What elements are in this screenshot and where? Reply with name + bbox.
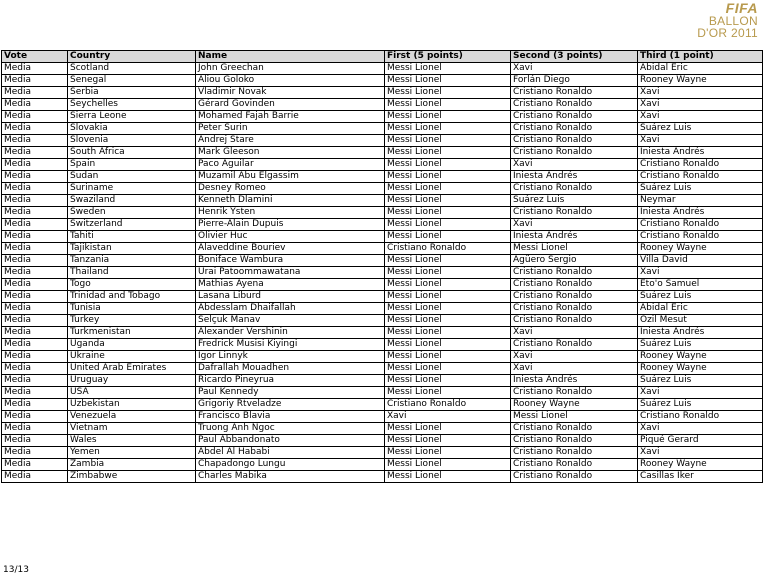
- col-header-third: Third (1 point): [638, 51, 763, 63]
- cell-name: Lasana Liburd: [196, 291, 385, 303]
- cell-third: Xavi: [638, 267, 763, 279]
- cell-vote: Media: [2, 195, 68, 207]
- cell-name: Desney Romeo: [196, 183, 385, 195]
- cell-first: Messi Lionel: [385, 459, 511, 471]
- cell-name: Pierre-Alain Dupuis: [196, 219, 385, 231]
- cell-first: Xavi: [385, 411, 511, 423]
- cell-country: Zambia: [68, 459, 196, 471]
- cell-second: Iniesta Andrés: [511, 171, 638, 183]
- cell-name: Grigoriy Rtveladze: [196, 399, 385, 411]
- cell-second: Cristiano Ronaldo: [511, 435, 638, 447]
- table-row: [2, 291, 763, 303]
- cell-second: Cristiano Ronaldo: [511, 459, 638, 471]
- cell-country: Suriname: [68, 183, 196, 195]
- cell-first: Messi Lionel: [385, 183, 511, 195]
- cell-first: Messi Lionel: [385, 447, 511, 459]
- cell-third: Özil Mesut: [638, 315, 763, 327]
- cell-vote: Media: [2, 111, 68, 123]
- cell-first: Messi Lionel: [385, 339, 511, 351]
- cell-vote: Media: [2, 135, 68, 147]
- cell-third: Rooney Wayne: [638, 243, 763, 255]
- table-row: [2, 171, 763, 183]
- cell-third: Eto'o Samuel: [638, 279, 763, 291]
- cell-second: Iniesta Andrés: [511, 375, 638, 387]
- cell-vote: Media: [2, 363, 68, 375]
- cell-name: Abdel Al Hababi: [196, 447, 385, 459]
- table-row: [2, 87, 763, 99]
- cell-third: Suárez Luis: [638, 339, 763, 351]
- cell-country: Wales: [68, 435, 196, 447]
- cell-first: Messi Lionel: [385, 195, 511, 207]
- cell-second: Cristiano Ronaldo: [511, 447, 638, 459]
- cell-name: Paul Abbandonato: [196, 435, 385, 447]
- col-header-country: Country: [68, 51, 196, 63]
- cell-third: Villa David: [638, 255, 763, 267]
- cell-second: Cristiano Ronaldo: [511, 339, 638, 351]
- cell-first: Messi Lionel: [385, 135, 511, 147]
- cell-vote: Media: [2, 147, 68, 159]
- cell-country: Senegal: [68, 75, 196, 87]
- table-row: [2, 399, 763, 411]
- cell-vote: Media: [2, 243, 68, 255]
- cell-first: Messi Lionel: [385, 63, 511, 75]
- cell-first: Messi Lionel: [385, 315, 511, 327]
- cell-name: Vladimir Novak: [196, 87, 385, 99]
- cell-vote: Media: [2, 351, 68, 363]
- cell-third: Cristiano Ronaldo: [638, 159, 763, 171]
- cell-vote: Media: [2, 339, 68, 351]
- cell-name: Chapadongo Lungu: [196, 459, 385, 471]
- cell-second: Cristiano Ronaldo: [511, 387, 638, 399]
- cell-third: Suárez Luis: [638, 183, 763, 195]
- cell-second: Xavi: [511, 363, 638, 375]
- cell-name: Igor Linnyk: [196, 351, 385, 363]
- table-row: [2, 159, 763, 171]
- cell-third: Xavi: [638, 423, 763, 435]
- cell-country: Slovakia: [68, 123, 196, 135]
- cell-name: Francisco Blavia: [196, 411, 385, 423]
- cell-first: Cristiano Ronaldo: [385, 399, 511, 411]
- cell-first: Messi Lionel: [385, 423, 511, 435]
- cell-first: Messi Lionel: [385, 87, 511, 99]
- table-row: [2, 327, 763, 339]
- cell-country: Venezuela: [68, 411, 196, 423]
- cell-third: Rooney Wayne: [638, 459, 763, 471]
- cell-third: Iniesta Andrés: [638, 327, 763, 339]
- table-row: [2, 375, 763, 387]
- cell-first: Messi Lionel: [385, 171, 511, 183]
- header-row: [2, 51, 763, 63]
- cell-country: Uganda: [68, 339, 196, 351]
- cell-vote: Media: [2, 375, 68, 387]
- cell-vote: Media: [2, 327, 68, 339]
- cell-second: Cristiano Ronaldo: [511, 99, 638, 111]
- table-row: [2, 219, 763, 231]
- cell-first: Messi Lionel: [385, 327, 511, 339]
- cell-country: Tahiti: [68, 231, 196, 243]
- cell-country: Serbia: [68, 87, 196, 99]
- table-row: [2, 255, 763, 267]
- cell-country: Tajikistan: [68, 243, 196, 255]
- cell-country: South Africa: [68, 147, 196, 159]
- cell-name: Alaveddine Bouriev: [196, 243, 385, 255]
- cell-third: Casillas Iker: [638, 471, 763, 483]
- table-row: [2, 195, 763, 207]
- cell-second: Forlán Diego: [511, 75, 638, 87]
- cell-country: Ukraine: [68, 351, 196, 363]
- cell-vote: Media: [2, 387, 68, 399]
- col-header-first: First (5 points): [385, 51, 511, 63]
- table-row: [2, 231, 763, 243]
- cell-second: Cristiano Ronaldo: [511, 291, 638, 303]
- cell-vote: Media: [2, 159, 68, 171]
- cell-country: Thailand: [68, 267, 196, 279]
- cell-first: Messi Lionel: [385, 435, 511, 447]
- cell-country: Tanzania: [68, 255, 196, 267]
- cell-name: Henrik Ysten: [196, 207, 385, 219]
- table-row: [2, 267, 763, 279]
- cell-third: Iniesta Andrés: [638, 147, 763, 159]
- cell-name: Mathias Ayena: [196, 279, 385, 291]
- cell-name: Andrej Stare: [196, 135, 385, 147]
- cell-second: Messi Lionel: [511, 243, 638, 255]
- cell-country: Vietnam: [68, 423, 196, 435]
- cell-third: Rooney Wayne: [638, 75, 763, 87]
- cell-first: Messi Lionel: [385, 363, 511, 375]
- cell-country: Zimbabwe: [68, 471, 196, 483]
- table-row: [2, 423, 763, 435]
- cell-first: Messi Lionel: [385, 255, 511, 267]
- cell-vote: Media: [2, 291, 68, 303]
- cell-name: Ricardo Pineyrua: [196, 375, 385, 387]
- cell-name: Mark Gleeson: [196, 147, 385, 159]
- cell-vote: Media: [2, 399, 68, 411]
- col-header-second: Second (3 points): [511, 51, 638, 63]
- cell-first: Messi Lionel: [385, 471, 511, 483]
- table-row: [2, 135, 763, 147]
- cell-name: Paco Aguilar: [196, 159, 385, 171]
- cell-name: Dafrallah Mouadhen: [196, 363, 385, 375]
- table-row: [2, 243, 763, 255]
- table-row: [2, 411, 763, 423]
- cell-name: Peter Surin: [196, 123, 385, 135]
- logo-dor-year-text: D'OR 2011: [697, 26, 758, 40]
- cell-first: Messi Lionel: [385, 159, 511, 171]
- cell-country: Swaziland: [68, 195, 196, 207]
- cell-second: Cristiano Ronaldo: [511, 123, 638, 135]
- table-row: [2, 279, 763, 291]
- cell-second: Xavi: [511, 159, 638, 171]
- cell-name: Fredrick Musisi Kiyingi: [196, 339, 385, 351]
- cell-vote: Media: [2, 231, 68, 243]
- cell-third: Xavi: [638, 387, 763, 399]
- cell-first: Messi Lionel: [385, 231, 511, 243]
- cell-vote: Media: [2, 411, 68, 423]
- table-row: [2, 387, 763, 399]
- cell-vote: Media: [2, 171, 68, 183]
- table-row: [2, 435, 763, 447]
- cell-vote: Media: [2, 255, 68, 267]
- table-row: [2, 339, 763, 351]
- cell-country: Sweden: [68, 207, 196, 219]
- cell-vote: Media: [2, 423, 68, 435]
- cell-first: Messi Lionel: [385, 279, 511, 291]
- cell-country: United Arab Emirates: [68, 363, 196, 375]
- cell-second: Xavi: [511, 219, 638, 231]
- cell-third: Cristiano Ronaldo: [638, 231, 763, 243]
- cell-first: Messi Lionel: [385, 207, 511, 219]
- cell-name: John Greechan: [196, 63, 385, 75]
- cell-vote: Media: [2, 447, 68, 459]
- cell-name: Abdesslam Dhaifallah: [196, 303, 385, 315]
- cell-third: Xavi: [638, 87, 763, 99]
- cell-first: Messi Lionel: [385, 375, 511, 387]
- cell-country: Sudan: [68, 171, 196, 183]
- cell-country: Uzbekistan: [68, 399, 196, 411]
- cell-country: Scotland: [68, 63, 196, 75]
- cell-third: Cristiano Ronaldo: [638, 411, 763, 423]
- cell-first: Messi Lionel: [385, 99, 511, 111]
- table-row: [2, 447, 763, 459]
- cell-second: Cristiano Ronaldo: [511, 147, 638, 159]
- cell-third: Piqué Gerard: [638, 435, 763, 447]
- cell-country: Slovenia: [68, 135, 196, 147]
- logo-ballon-text: BALLON: [708, 14, 758, 28]
- cell-third: Suárez Luis: [638, 291, 763, 303]
- cell-third: Abidal Éric: [638, 303, 763, 315]
- cell-second: Cristiano Ronaldo: [511, 423, 638, 435]
- page-number: 13/13: [3, 565, 29, 575]
- cell-name: Aliou Goloko: [196, 75, 385, 87]
- cell-name: Paul Kennedy: [196, 387, 385, 399]
- cell-vote: Media: [2, 219, 68, 231]
- cell-second: Xavi: [511, 327, 638, 339]
- cell-vote: Media: [2, 279, 68, 291]
- cell-third: Cristiano Ronaldo: [638, 219, 763, 231]
- cell-first: Messi Lionel: [385, 267, 511, 279]
- cell-country: Trinidad and Tobago: [68, 291, 196, 303]
- cell-third: Xavi: [638, 447, 763, 459]
- cell-first: Messi Lionel: [385, 219, 511, 231]
- table-row: [2, 459, 763, 471]
- logo-fifa-text: FIFA: [725, 0, 758, 16]
- cell-country: USA: [68, 387, 196, 399]
- cell-first: Cristiano Ronaldo: [385, 243, 511, 255]
- table-row: [2, 207, 763, 219]
- cell-first: Messi Lionel: [385, 351, 511, 363]
- cell-third: Iniesta Andrés: [638, 207, 763, 219]
- cell-name: Olivier Huc: [196, 231, 385, 243]
- table-row: [2, 183, 763, 195]
- cell-country: Turkmenistan: [68, 327, 196, 339]
- votes-table: [1, 50, 763, 483]
- cell-second: Cristiano Ronaldo: [511, 135, 638, 147]
- cell-third: Suárez Luis: [638, 123, 763, 135]
- cell-second: Cristiano Ronaldo: [511, 87, 638, 99]
- cell-third: Xavi: [638, 99, 763, 111]
- cell-vote: Media: [2, 459, 68, 471]
- cell-third: Suárez Luis: [638, 399, 763, 411]
- cell-country: Switzerland: [68, 219, 196, 231]
- cell-country: Togo: [68, 279, 196, 291]
- cell-third: Rooney Wayne: [638, 363, 763, 375]
- table-row: [2, 351, 763, 363]
- cell-second: Agüero Sergio: [511, 255, 638, 267]
- cell-vote: Media: [2, 183, 68, 195]
- ballon-dor-logo: [694, 2, 758, 42]
- cell-vote: Media: [2, 123, 68, 135]
- cell-vote: Media: [2, 63, 68, 75]
- cell-name: Selçuk Manav: [196, 315, 385, 327]
- cell-name: Charles Mabika: [196, 471, 385, 483]
- table-row: [2, 123, 763, 135]
- cell-vote: Media: [2, 267, 68, 279]
- cell-second: Cristiano Ronaldo: [511, 315, 638, 327]
- cell-second: Messi Lionel: [511, 411, 638, 423]
- cell-country: Sierra Leone: [68, 111, 196, 123]
- cell-name: Kenneth Dlamini: [196, 195, 385, 207]
- cell-country: Turkey: [68, 315, 196, 327]
- cell-name: Boniface Wambura: [196, 255, 385, 267]
- cell-vote: Media: [2, 99, 68, 111]
- cell-first: Messi Lionel: [385, 75, 511, 87]
- cell-first: Messi Lionel: [385, 123, 511, 135]
- cell-country: Tunisia: [68, 303, 196, 315]
- cell-first: Messi Lionel: [385, 303, 511, 315]
- cell-second: Iniesta Andrés: [511, 231, 638, 243]
- cell-country: Yemen: [68, 447, 196, 459]
- cell-first: Messi Lionel: [385, 387, 511, 399]
- cell-name: Gérard Govinden: [196, 99, 385, 111]
- cell-third: Neymar: [638, 195, 763, 207]
- cell-second: Suárez Luis: [511, 195, 638, 207]
- cell-third: Rooney Wayne: [638, 351, 763, 363]
- cell-third: Xavi: [638, 111, 763, 123]
- cell-third: Suárez Luis: [638, 375, 763, 387]
- cell-second: Xavi: [511, 63, 638, 75]
- cell-second: Cristiano Ronaldo: [511, 279, 638, 291]
- table-row: [2, 471, 763, 483]
- table-row: [2, 303, 763, 315]
- cell-name: Urai Patoommawatana: [196, 267, 385, 279]
- cell-name: Muzamil Abu Elgassim: [196, 171, 385, 183]
- cell-vote: Media: [2, 87, 68, 99]
- cell-country: Seychelles: [68, 99, 196, 111]
- cell-second: Cristiano Ronaldo: [511, 183, 638, 195]
- cell-second: Rooney Wayne: [511, 399, 638, 411]
- col-header-vote: Vote: [2, 51, 68, 63]
- cell-name: Truong Anh Ngoc: [196, 423, 385, 435]
- cell-first: Messi Lionel: [385, 111, 511, 123]
- table-row: [2, 111, 763, 123]
- cell-vote: Media: [2, 207, 68, 219]
- cell-second: Xavi: [511, 351, 638, 363]
- cell-third: Xavi: [638, 135, 763, 147]
- cell-second: Cristiano Ronaldo: [511, 111, 638, 123]
- table-row: [2, 63, 763, 75]
- cell-vote: Media: [2, 303, 68, 315]
- cell-second: Cristiano Ronaldo: [511, 207, 638, 219]
- col-header-name: Name: [196, 51, 385, 63]
- table-row: [2, 99, 763, 111]
- cell-second: Cristiano Ronaldo: [511, 267, 638, 279]
- cell-vote: Media: [2, 315, 68, 327]
- cell-third: Abidal Éric: [638, 63, 763, 75]
- cell-vote: Media: [2, 75, 68, 87]
- table-row: [2, 363, 763, 375]
- cell-vote: Media: [2, 435, 68, 447]
- cell-first: Messi Lionel: [385, 291, 511, 303]
- cell-second: Cristiano Ronaldo: [511, 303, 638, 315]
- table-row: [2, 315, 763, 327]
- table-row: [2, 147, 763, 159]
- cell-first: Messi Lionel: [385, 147, 511, 159]
- cell-name: Mohamed Fajah Barrie: [196, 111, 385, 123]
- cell-country: Uruguay: [68, 375, 196, 387]
- cell-vote: Media: [2, 471, 68, 483]
- cell-second: Cristiano Ronaldo: [511, 471, 638, 483]
- cell-country: Spain: [68, 159, 196, 171]
- cell-third: Cristiano Ronaldo: [638, 171, 763, 183]
- table-row: [2, 75, 763, 87]
- cell-name: Alexander Vershinin: [196, 327, 385, 339]
